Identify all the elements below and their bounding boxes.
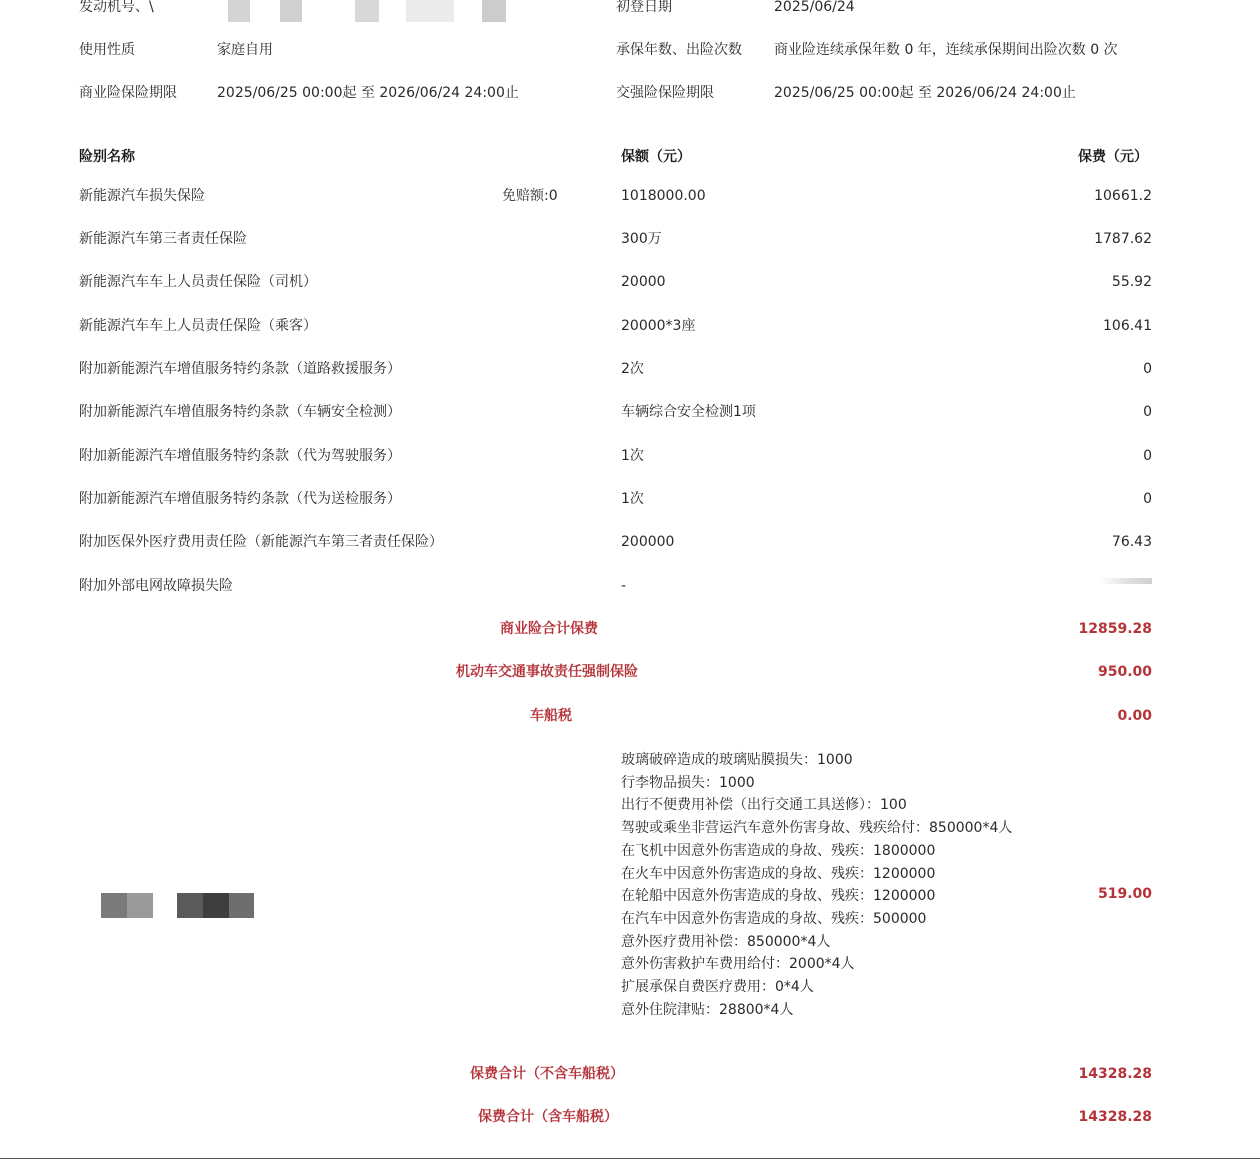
accident-coverage-details xyxy=(621,749,1021,1021)
header-coverage-name: 险别名称 xyxy=(79,149,135,165)
compulsory-insurance-value: 950.00 xyxy=(1097,664,1152,680)
coverage-amount: 1次 xyxy=(621,491,644,507)
detail-line: 在汽车中因意外伤害造成的身故、残疾：500000 xyxy=(621,910,927,927)
coverage-amount: 200000 xyxy=(621,534,675,550)
coverage-name: 新能源汽车损失保险 xyxy=(79,188,205,204)
vehicle-tax-value: 0.00 xyxy=(1117,708,1152,724)
detail-line: 意外医疗费用补偿：850000*4人 xyxy=(621,933,831,950)
header-premium: 保费（元） xyxy=(1078,149,1148,165)
coverage-premium: 0 xyxy=(1143,491,1152,507)
total-excl-tax-value: 14328.28 xyxy=(1078,1066,1152,1082)
commercial-period-label: 商业险保险期限 xyxy=(79,85,177,101)
total-incl-tax-value: 14328.28 xyxy=(1078,1109,1152,1125)
coverage-name: 附加新能源汽车增值服务特约条款（代为送检服务） xyxy=(79,491,401,507)
commercial-total-label: 商业险合计保费 xyxy=(500,621,598,637)
total-excl-tax-label: 保费合计（不含车船税） xyxy=(470,1066,624,1082)
header-amount: 保额（元） xyxy=(621,149,691,165)
compulsory-period-value: 2025/06/25 00:00起 至 2026/06/24 24:00止 xyxy=(774,85,1076,101)
coverage-name: 新能源汽车车上人员责任保险（司机） xyxy=(79,274,317,290)
accident-premium-value: 519.00 xyxy=(1097,886,1152,902)
coverage-name: 附加医保外医疗费用责任险（新能源汽车第三者责任保险） xyxy=(79,534,443,550)
coverage-amount: 2次 xyxy=(621,361,644,377)
coverage-premium: 106.41 xyxy=(1103,318,1152,334)
commercial-period-value: 2025/06/25 00:00起 至 2026/06/24 24:00止 xyxy=(217,85,519,101)
detail-line: 在火车中因意外伤害造成的身故、残疾：1200000 xyxy=(621,865,936,882)
coverage-premium: 55.92 xyxy=(1111,274,1152,290)
coverage-premium: 1787.62 xyxy=(1094,231,1152,247)
coverage-amount: 1018000.00 xyxy=(621,188,706,204)
coverage-premium: 0 xyxy=(1143,404,1152,420)
coverage-amount: - xyxy=(621,578,627,594)
detail-line: 扩展承保自费医疗费用：0*4人 xyxy=(621,979,814,996)
detail-line: 行李物品损失：1000 xyxy=(621,774,755,791)
coverage-amount: 300万 xyxy=(621,231,662,247)
first-registration-label: 初登日期 xyxy=(616,0,672,15)
detail-line: 意外住院津贴：28800*4人 xyxy=(621,1001,794,1018)
total-incl-tax-label: 保费合计（含车船税） xyxy=(478,1109,618,1125)
detail-line: 意外伤害救护车费用给付：2000*4人 xyxy=(621,956,855,973)
first-registration-value: 2025/06/24 xyxy=(774,0,855,15)
deductible-note: 免赔额:0 xyxy=(502,188,558,204)
detail-line: 在轮船中因意外伤害造成的身故、残疾：1200000 xyxy=(621,888,936,905)
redacted-engine-number xyxy=(228,0,508,22)
compulsory-insurance-label: 机动车交通事故责任强制保险 xyxy=(456,664,638,680)
coverage-premium: 10661.2 xyxy=(1094,188,1152,204)
detail-line: 出行不便费用补偿（出行交通工具送修）：100 xyxy=(621,797,907,814)
commercial-total-value: 12859.28 xyxy=(1078,621,1152,637)
detail-line: 驾驶或乘坐非营运汽车意外伤害身故、残疾给付：850000*4人 xyxy=(621,820,1013,837)
coverage-premium: 0 xyxy=(1143,448,1152,464)
coverage-name: 新能源汽车车上人员责任保险（乘客） xyxy=(79,318,317,334)
coverage-amount: 20000*3座 xyxy=(621,318,696,334)
coverage-name: 附加新能源汽车增值服务特约条款（代为驾驶服务） xyxy=(79,448,401,464)
coverage-premium: 76.43 xyxy=(1111,534,1152,550)
coverage-name: 附加新能源汽车增值服务特约条款（道路救援服务） xyxy=(79,361,401,377)
years-claims-value: 商业险连续承保年数 0 年，连续承保期间出险次数 0 次 xyxy=(774,42,1118,58)
engine-number-label: 发动机号、\ xyxy=(79,0,154,15)
usage-value: 家庭自用 xyxy=(217,42,273,58)
coverage-amount: 车辆综合安全检测1项 xyxy=(621,404,756,420)
bottom-divider xyxy=(0,1158,1260,1159)
detail-line: 在飞机中因意外伤害造成的身故、残疾：1800000 xyxy=(621,842,936,859)
coverage-amount: 20000 xyxy=(621,274,666,290)
coverage-name: 新能源汽车第三者责任保险 xyxy=(79,231,247,247)
vehicle-tax-label: 车船税 xyxy=(530,708,572,724)
redacted-product-name xyxy=(101,893,254,918)
coverage-premium: 0 xyxy=(1143,361,1152,377)
usage-label: 使用性质 xyxy=(79,42,135,58)
years-claims-label: 承保年数、出险次数 xyxy=(616,42,742,58)
coverage-amount: 1次 xyxy=(621,448,644,464)
coverage-name: 附加外部电网故障损失险 xyxy=(79,578,233,594)
compulsory-period-label: 交强险保险期限 xyxy=(616,85,714,101)
redacted-premium xyxy=(1100,578,1152,584)
coverage-name: 附加新能源汽车增值服务特约条款（车辆安全检测） xyxy=(79,404,401,420)
detail-line: 玻璃破碎造成的玻璃贴膜损失：1000 xyxy=(621,752,853,768)
